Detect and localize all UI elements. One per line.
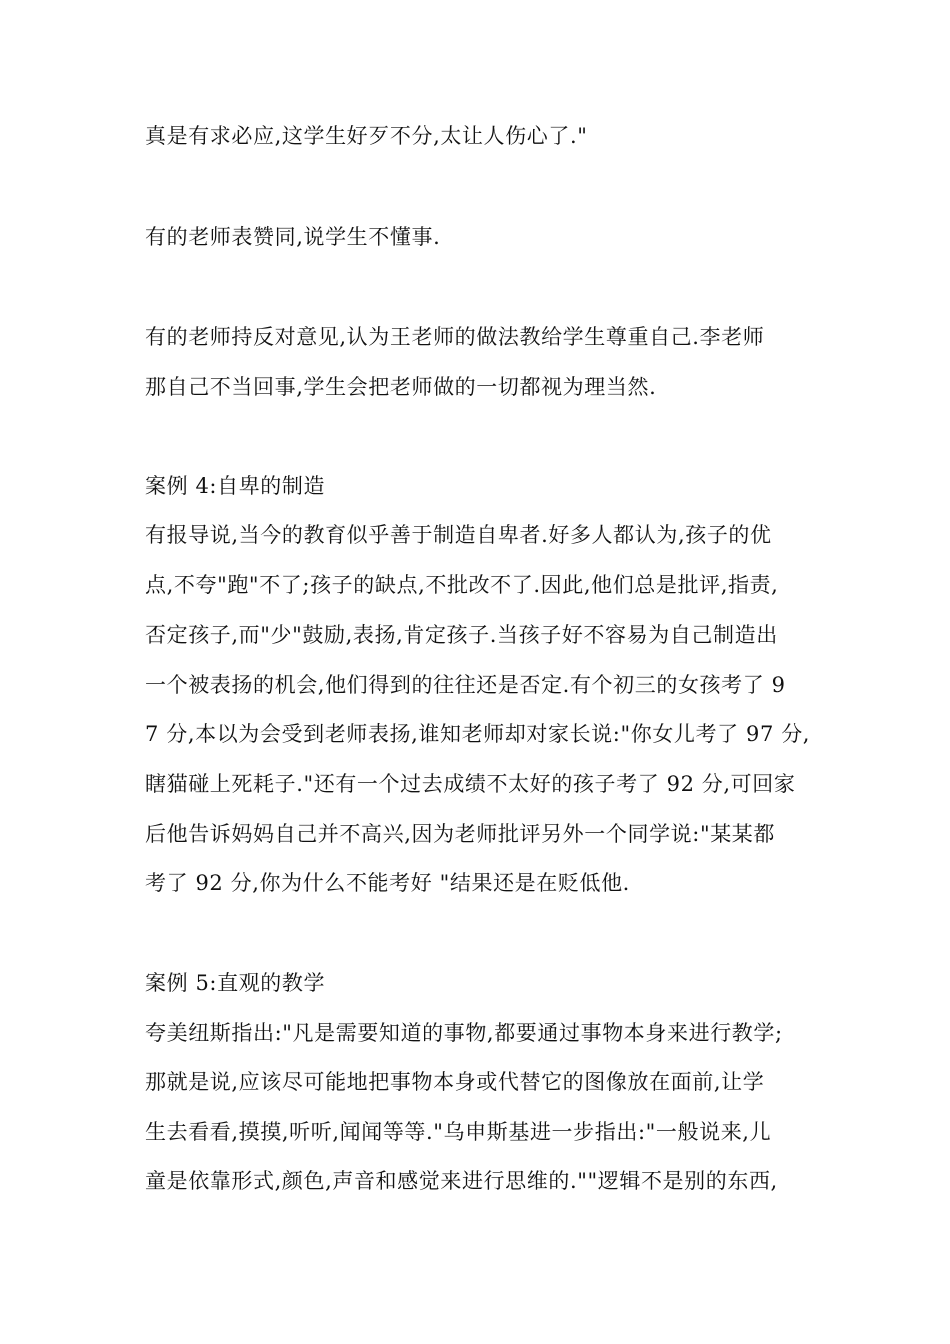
text-line: 考了 92 分,你为什么不能考好 "结果还是在贬低他. xyxy=(145,871,630,895)
text-line: 后他告诉妈妈自己并不高兴,因为老师批评另外一个同学说:"某某都 xyxy=(145,822,776,846)
case-4-heading: 案例 4:自卑的制造 xyxy=(145,474,326,498)
text-line: 7 分,本以为会受到老师表扬,谁知老师却对家长说:"你女儿考了 97 分, xyxy=(145,722,811,746)
text-line: 童是依靠形式,颜色,声音和感觉来进行思维的.""逻辑不是别的东西, xyxy=(145,1169,778,1193)
text-line: 有报导说,当今的教育似乎善于制造自卑者.好多人都认为,孩子的优 xyxy=(145,523,772,547)
case-5-heading: 案例 5:直观的教学 xyxy=(145,971,326,995)
text-line: 那就是说,应该尽可能地把事物本身或代替它的图像放在面前,让学 xyxy=(145,1070,765,1094)
text-line: 那自己不当回事,学生会把老师做的一切都视为理当然. xyxy=(145,375,657,399)
text-line: 真是有求必应,这学生好歹不分,太让人伤心了." xyxy=(145,124,588,148)
text-line: 有的老师表赞同,说学生不懂事. xyxy=(145,225,441,249)
text-line: 否定孩子,而"少"鼓励,表扬,肯定孩子.当孩子好不容易为自己制造出 xyxy=(145,623,778,647)
text-line: 生去看看,摸摸,听听,闻闻等等."乌申斯基进一步指出:"一般说来,儿 xyxy=(145,1120,772,1144)
text-line: 有的老师持反对意见,认为王老师的做法教给学生尊重自己.李老师 xyxy=(145,325,765,349)
text-line: 一个被表扬的机会,他们得到的往往还是否定.有个初三的女孩考了 9 xyxy=(145,673,786,697)
text-line: 点,不夸"跑"不了;孩子的缺点,不批改不了.因此,他们总是批评,指责, xyxy=(145,573,779,597)
text-line: 夸美纽斯指出:"凡是需要知道的事物,都要通过事物本身来进行教学; xyxy=(145,1021,783,1045)
text-line: 瞎猫碰上死耗子."还有一个过去成绩不太好的孩子考了 92 分,可回家 xyxy=(145,772,796,796)
